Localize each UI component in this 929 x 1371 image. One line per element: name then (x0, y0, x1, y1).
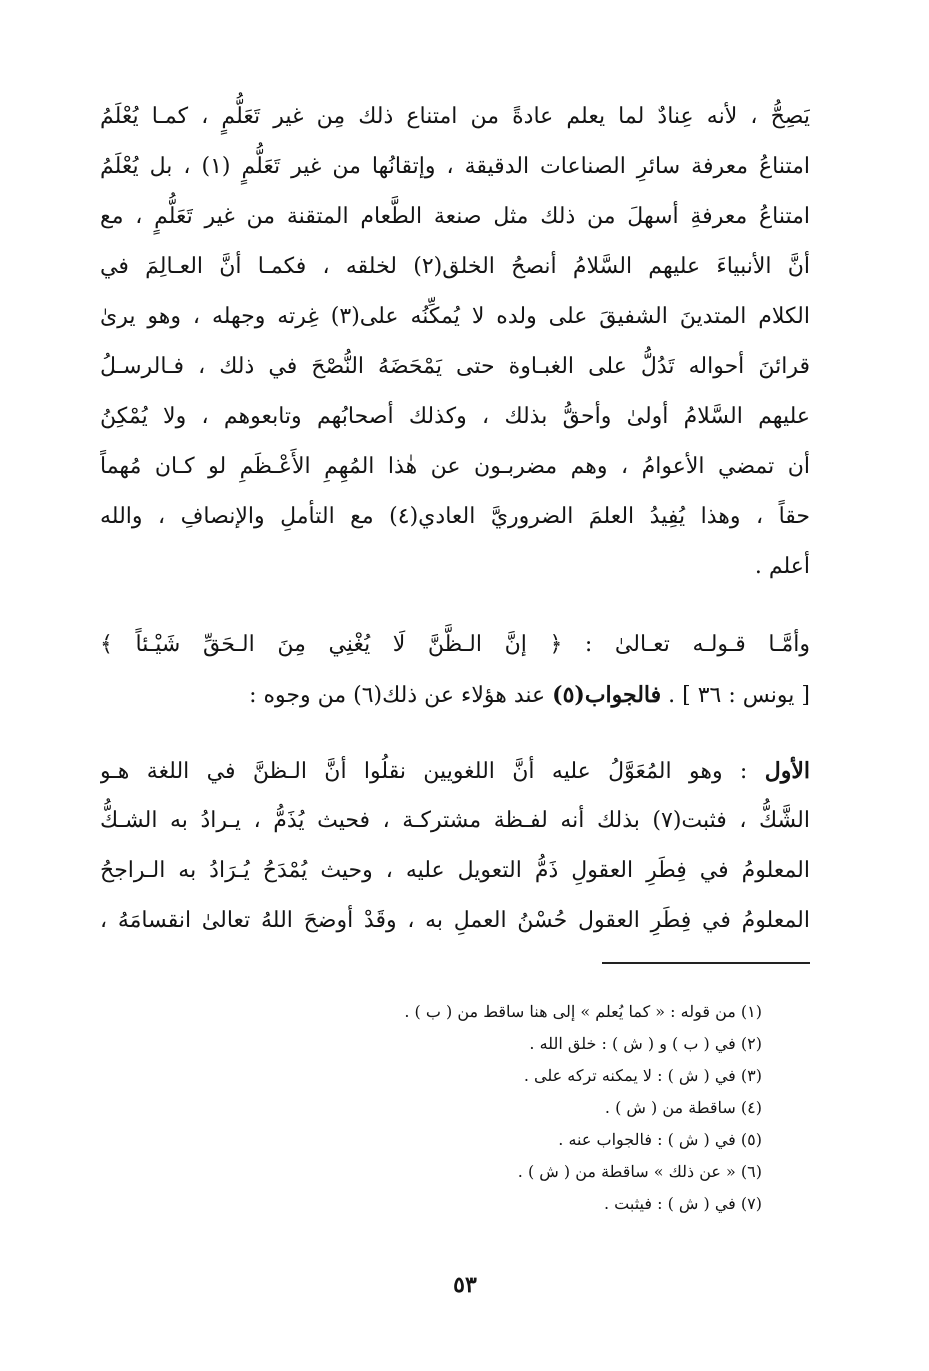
footnote-divider (602, 962, 810, 964)
text-line: يَصِحُّ ، لأنه عِنادٌ لما يعلم عادةً من امتناع ذلك مِن غير تَعَلُّمٍ ، كمـا يُعْلَمُ (100, 104, 810, 129)
paragraph-3 (100, 746, 810, 946)
text-line: قرائنَ أحواله تَدُلُّ على الغبـاوة حتى يَمْحَضَهُ النُّصْحَ في ذلك ، فـالرسـلُ (100, 354, 810, 379)
verse-reference: [ يونس : ٣٦ ] . (668, 683, 810, 708)
footnotes (200, 996, 762, 1220)
footnote: (١) من قوله : « كما يُعلم » إلى هنا ساقط من ( ب ) . (404, 1002, 762, 1021)
text-line: المعلومُ في فِطَرِ العقولِ ذَمُّ التعويل عليه ، وحيث يُمْدَحُ يُـرَادُ به الـراجحُ (100, 858, 810, 883)
text-line: أعلم . (754, 554, 810, 579)
text-line: امتناعُ معرفة سائرِ الصناعات الدقيقة ، وإتقانُها من غير تَعَلُّمٍ (١) ، بل يُعْلَمُ (100, 154, 810, 179)
answer-heading: فالجواب(٥) (552, 682, 662, 708)
text-line: الكلام المتدينَ الشفيقَ على ولده لا يُمكِّنُه على(٣) غِرته وجهله ، وهو يرىٰ (100, 304, 810, 329)
footnote: (٧) في ( ش ) : فيثبت . (603, 1194, 762, 1213)
first-point-heading: الأول (764, 758, 810, 784)
paragraph-2 (100, 620, 810, 720)
text-line: حقاً ، وهذا يُفِيدُ العلمَ الضروريَّ العادي(٤) مع التأملِ والإنصافِ ، والله (100, 504, 810, 529)
text-line: الشَّكُّ ، فثبت(٧) بذلك أنه لفـظة مشتركـة ، فحيث يُذَمُّ ، يـرادُ به الشـكُّ (100, 808, 810, 833)
first-point-text: : وهو المُعَوَّلُ عليه أنَّ اللغويين نقلُوا أنَّ الـظنَّ في اللغة هـو (100, 759, 748, 784)
footnote: (٤) ساقطة من ( ش ) . (604, 1098, 762, 1117)
page-number: ٥٣ (453, 1272, 477, 1298)
footnote: (٦) « عن ذلك » ساقطة من ( ش ) . (517, 1162, 762, 1181)
text-line: امتناعُ معرفةِ أسهلَ من ذلك مثل صنعة الطَّعام المتقنة من غير تَعَلُّمٍ ، مع (100, 204, 810, 229)
paragraph-1 (100, 92, 810, 592)
answer-intro: عند هؤلاء عن ذلك(٦) من وجوه : (249, 683, 546, 708)
footnote: (٣) في ( ش ) : لا يمكنه تركه على . (523, 1066, 762, 1085)
text-line: أن تمضي الأعوامُ ، وهم مضربـون عن هٰذا المُهِمِ الأَعْـظَمِ لو كـان مُهماً (100, 454, 810, 479)
text-line: المعلومُ في فِطَرِ العقول حُسْنُ العملِ به ، وقَدْ أوضحَ اللهُ تعالىٰ انقسامَهُ ، (100, 908, 810, 933)
quran-verse-line: وأمَّـا قـولـه تعـالىٰ : ﴿ إنَّ الـظَّنَّ لَا يُغْنِي مِنَ الـحَقِّ شَيْـئاً ﴾ (100, 632, 810, 657)
text-line: أنَّ الأنبياءَ عليهم السَّلامُ أنصحُ الخلق(٢) لخلقه ، فكمـا أنَّ العـالِمَ في (100, 254, 810, 279)
text-line: عليهم السَّلامُ أولىٰ وأحقُّ بذلك ، وكذلك أصحابُهم وتابعوهم ، ولا يُمْكِنُ (100, 404, 810, 429)
footnote: (٥) في ( ش ) : فالجواب عنه . (558, 1130, 762, 1149)
footnote: (٢) في ( ب ) و ( ش ) : خلق الله . (529, 1034, 762, 1053)
main-text (100, 92, 810, 946)
text-line (100, 670, 810, 720)
text-line (100, 746, 810, 796)
